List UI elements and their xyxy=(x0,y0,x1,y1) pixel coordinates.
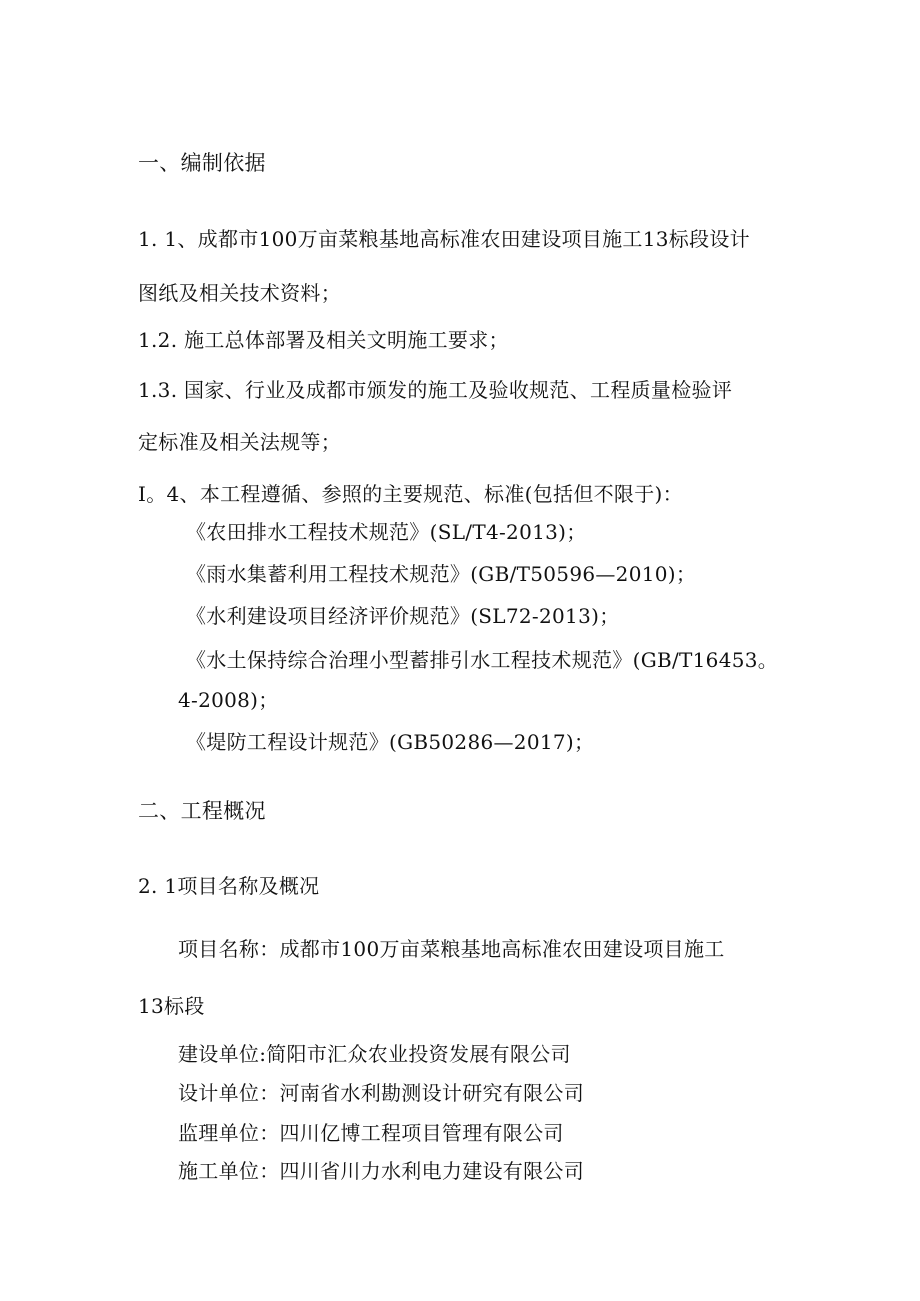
standard-item: 《堤防工程设计规范》(GB50286—2017)； xyxy=(186,730,595,754)
standard-item: 《农田排水工程技术规范》(SL/T4-2013)； xyxy=(186,520,587,544)
project-name-line-2: 13标段 xyxy=(138,994,205,1018)
standard-item: 《雨水集蓄利用工程技术规范》(GB/T50596—2010)； xyxy=(186,562,697,586)
unit-line: 设计单位：河南省水利勘测设计研究有限公司 xyxy=(178,1081,584,1105)
standard-item: 《水土保持综合治理小型蓄排引水工程技术规范》(GB/T16453。 xyxy=(186,648,779,672)
item-1-3-line-2: 定标准及相关法规等； xyxy=(138,430,341,454)
item-1-1-line-2: 图纸及相关技术资料； xyxy=(138,281,341,305)
item-1-3-line-1: 1.3. 国家、行业及成都市颁发的施工及验收规范、工程质量检验评 xyxy=(138,378,733,402)
standard-item: 《水利建设项目经济评价规范》(SL72-2013)； xyxy=(186,604,620,628)
standard-item-continuation: 4-2008)； xyxy=(178,688,279,712)
unit-line: 监理单位：四川亿博工程项目管理有限公司 xyxy=(178,1121,564,1145)
project-name-line-1: 项目名称：成都市100万亩菜粮基地高标准农田建设项目施工 xyxy=(178,937,725,961)
unit-line: 施工单位：四川省川力水利电力建设有限公司 xyxy=(178,1159,584,1183)
item-1-1-line-1: 1. 1、成都市100万亩菜粮基地高标准农田建设项目施工13标段设计 xyxy=(138,227,750,251)
section-1-heading: 一、编制依据 xyxy=(138,151,266,175)
section-2-heading: 二、工程概况 xyxy=(138,799,266,823)
item-1-2: 1.2. 施工总体部署及相关文明施工要求； xyxy=(138,328,509,352)
item-1-4: I。4、本工程遵循、参照的主要规范、标准(包括但不限于)： xyxy=(138,482,683,506)
unit-line: 建设单位:简阳市汇众农业投资发展有限公司 xyxy=(178,1042,571,1066)
subsection-2-1-heading: 2. 1项目名称及概况 xyxy=(138,874,320,898)
